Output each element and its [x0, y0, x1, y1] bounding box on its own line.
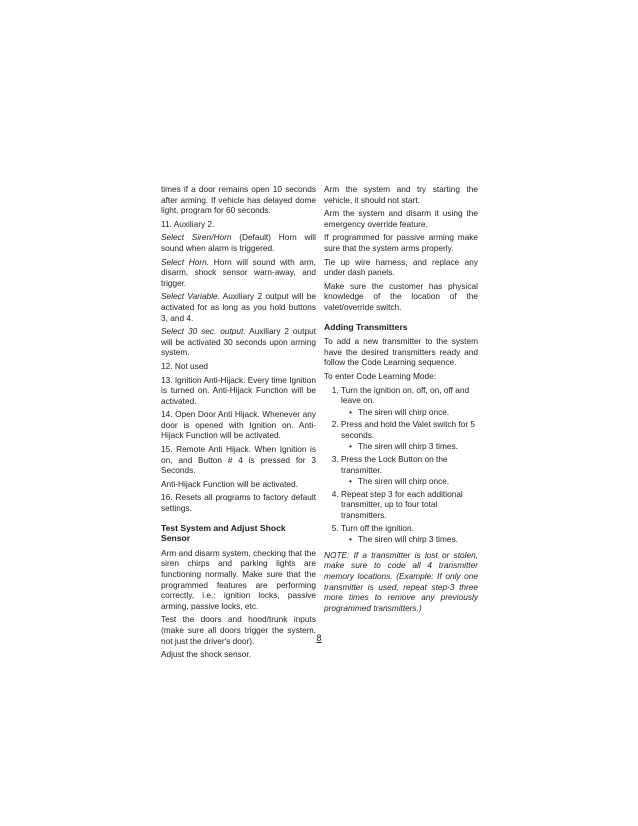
paragraph: Test the doors and hood/trunk inputs (make sure all doors trigger the system, not just the driver's door).	[161, 614, 316, 646]
step-text: Turn off the ignition.	[341, 522, 414, 533]
page-number: 8	[316, 633, 322, 643]
right-column	[324, 184, 478, 616]
option-label: Select Horn.	[161, 256, 210, 267]
paragraph: 14. Open Door Anti Hijack. Whenever any door is opened with Ignition on. Anti-Hijack Function will be activated.	[161, 409, 316, 441]
option-label: Select 30 sec. output.	[161, 326, 246, 337]
option-text: Auxiliary 2 output will be activated for as long as you hold buttons 3, and 4.	[161, 291, 316, 323]
paragraph: 12. Not used	[161, 360, 209, 371]
step-result: • The siren will chirp once.	[349, 476, 478, 487]
paragraph: 11. Auxiliary 2.	[161, 218, 215, 229]
paragraph: Make sure the customer has physical knowledge of the location of the valet/override switch.	[324, 280, 478, 312]
step-result: • The siren will chirp 3 times.	[349, 441, 478, 452]
paragraph: To add a new transmitter to the system have the desired transmitters ready and follow the Code Learning sequence.	[324, 336, 478, 368]
paragraph	[161, 291, 316, 323]
step-item	[341, 489, 478, 521]
paragraph: 13. Ignition Anti-Hijack. Every time Ignition is turned on. Anti-Hijack Function will be activated.	[161, 374, 316, 406]
note-paragraph: NOTE: If a transmitter is lost or stolen, make sure to code all 4 transmitter memory locations. (Example: If only one transmitter is used, repeat step-3 three more times to remove any previously programmed transmitters.)	[324, 549, 478, 613]
steps-list	[324, 385, 478, 545]
paragraph: 15. Remote Anti Hijack. When Ignition is on, and Button # 4 is pressed for 3 Seconds.	[161, 444, 316, 476]
step-result: • The siren will chirp 3 times.	[349, 534, 478, 545]
step-item	[341, 523, 478, 545]
option-text: Horn will sound with arm, disarm, shock sensor warn-away, and trigger.	[161, 256, 316, 288]
paragraph: 16. Resets all programs to factory default settings.	[161, 492, 316, 514]
step-item	[341, 419, 478, 452]
option-label: Select Siren/Horn	[161, 232, 232, 243]
option-label: Select Variable.	[161, 291, 220, 302]
step-item	[341, 385, 478, 418]
step-text: Turn the ignition on, off, on, off and leave on.	[341, 384, 470, 406]
section-heading: Test System and Adjust Shock Sensor	[161, 522, 286, 544]
option-text: Auxiliary 2 output will be activated 30 seconds upon arming system.	[161, 326, 316, 358]
paragraph: Arm and disarm system, checking that the siren chirps and parking lights are functioning normally. Make sure that the programmed features are performing correctly, i.e.: ignition locks, passive arming, passive locks, etc.	[161, 547, 316, 611]
section-heading: Adding Transmitters	[324, 321, 408, 332]
paragraph: times if a door remains open 10 seconds after arming. If vehicle has delayed dome light, program for 60 seconds.	[161, 184, 316, 216]
step-sublist	[341, 441, 478, 452]
paragraph	[161, 257, 316, 289]
paragraph: Arm the system and try starting the vehicle, it should not start.	[324, 184, 478, 205]
paragraph: Tie up wire harness, and replace any under dash panels.	[324, 256, 478, 278]
step-sublist	[341, 476, 478, 487]
paragraph	[161, 232, 316, 253]
paragraph: Arm the system and disarm it using the emergency override feature.	[324, 208, 478, 229]
step-item	[341, 454, 478, 487]
option-text: (Default) Horn will sound when alarm is triggered.	[161, 232, 316, 253]
step-sublist	[341, 407, 478, 418]
step-result: • The siren will chirp once.	[349, 407, 478, 418]
step-text: Press and hold the Valet switch for 5 seconds.	[341, 419, 476, 440]
paragraph: Adjust the shock sensor.	[161, 649, 251, 660]
paragraph: To enter Code Learning Mode:	[324, 370, 437, 381]
paragraph: Anti-Hijack Function will be activated.	[161, 478, 298, 489]
paragraph	[161, 326, 316, 358]
step-text: Repeat step 3 for each additional transmitter, up to four total transmitters.	[341, 488, 463, 521]
step-text: Press the Lock Button on the transmitter.	[341, 454, 448, 475]
step-sublist	[341, 534, 478, 545]
paragraph: If programmed for passive arming make sure that the system arms properly.	[324, 232, 478, 253]
left-column	[161, 184, 316, 663]
